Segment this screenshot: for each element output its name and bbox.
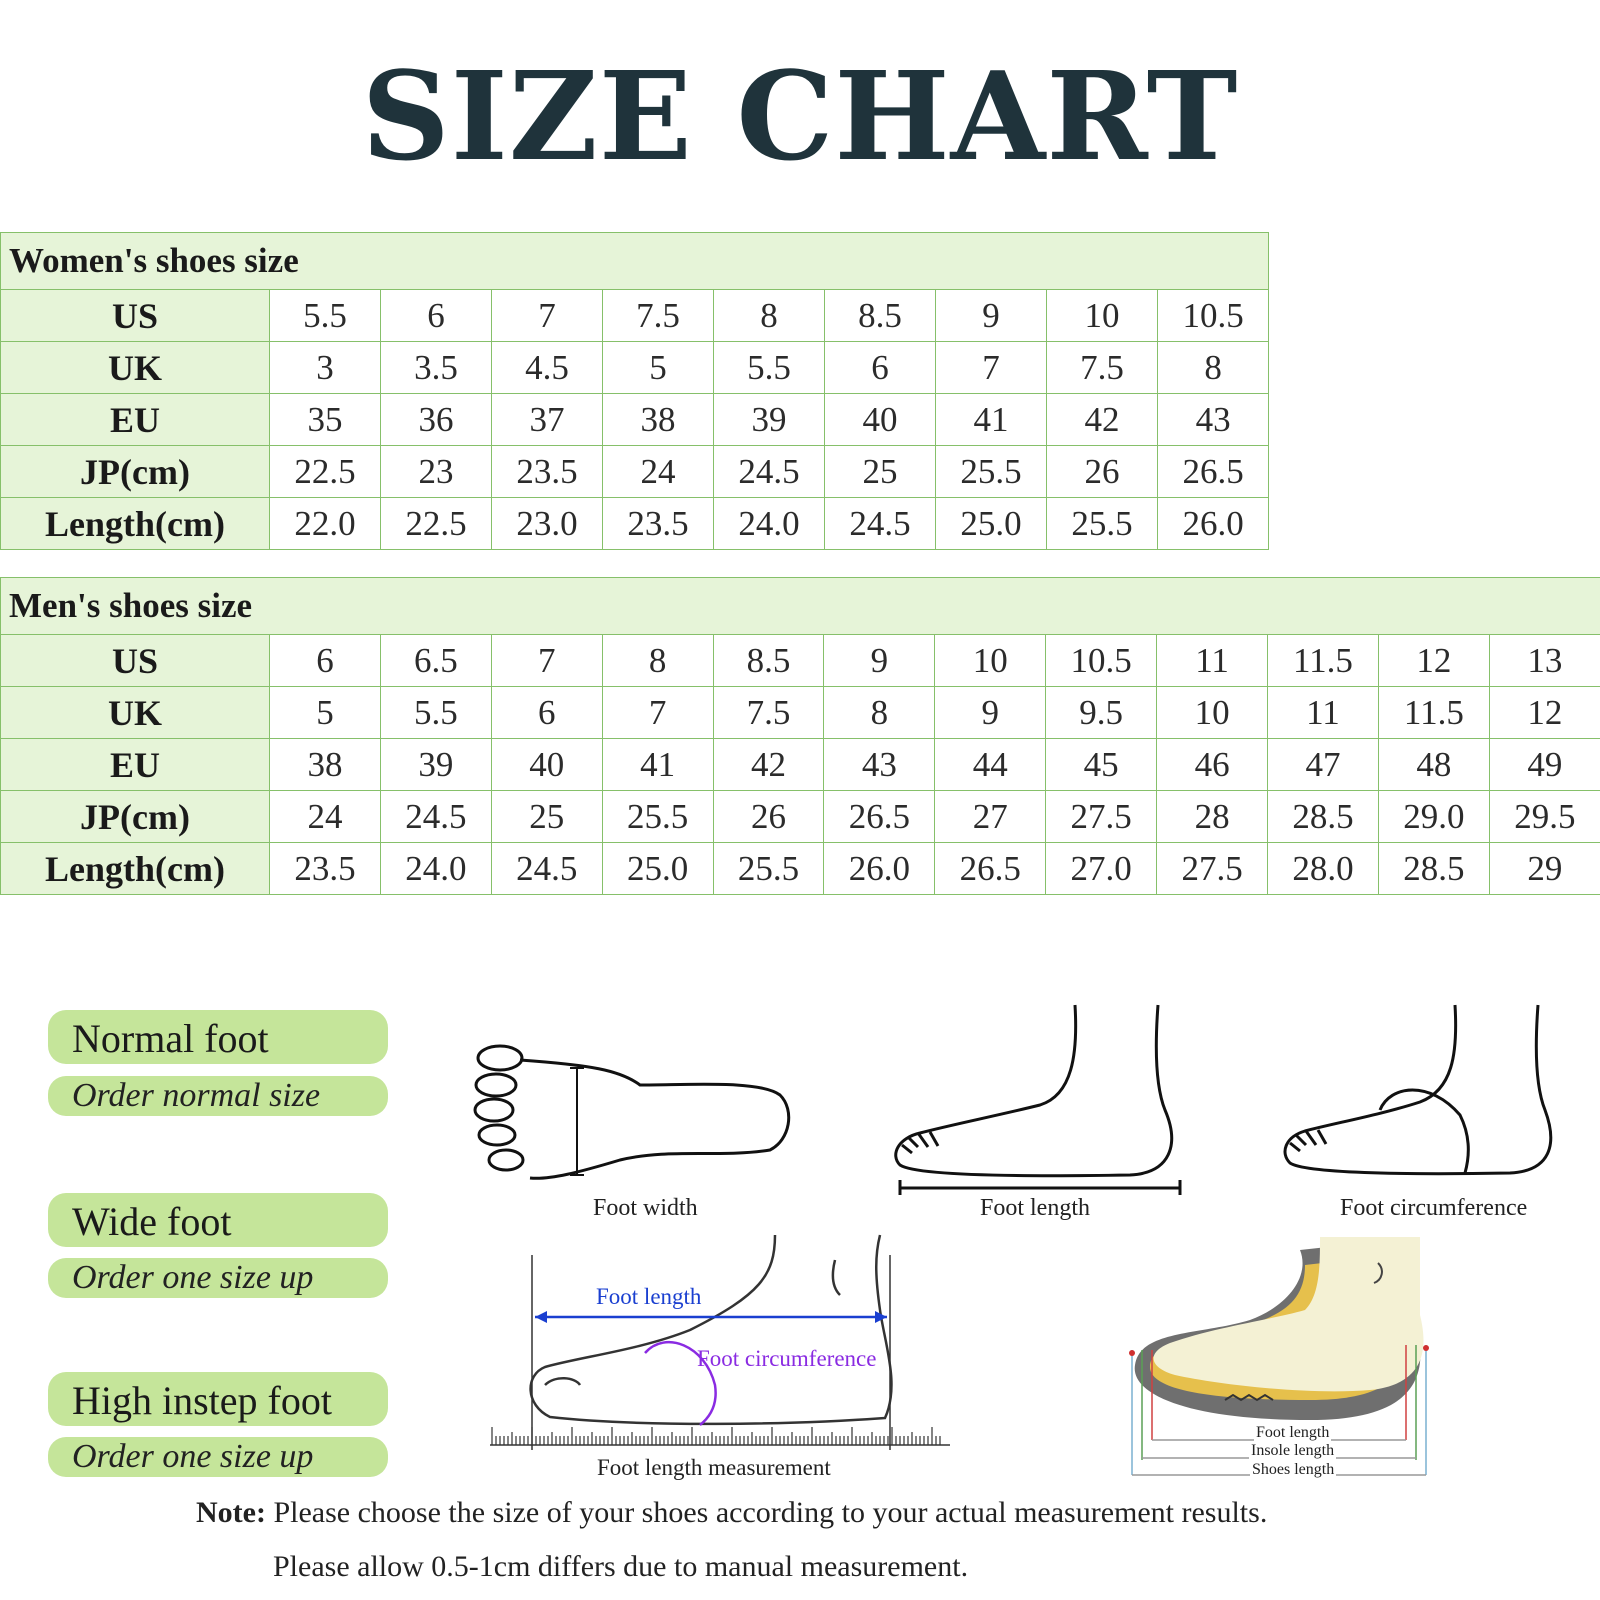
table-cell: 13 <box>1489 635 1600 687</box>
table-row <box>1 843 1600 895</box>
table-cell: 3.5 <box>381 342 492 394</box>
shoe-foot-length-label: Foot length <box>1256 1424 1330 1441</box>
table-cell: 8 <box>714 290 825 342</box>
table-cell: 10 <box>1157 687 1268 739</box>
measure-foot-length-label: Foot length <box>596 1284 702 1309</box>
foot-length-measurement-label: Foot length measurement <box>597 1455 831 1480</box>
table-cell: 11 <box>1268 687 1379 739</box>
table-cell: 5.5 <box>714 342 825 394</box>
page-title: SIZE CHART <box>361 44 1239 188</box>
foot-type-label: Normal foot <box>72 1016 269 1061</box>
table-cell: 11.5 <box>1378 687 1489 739</box>
table-cell: 40 <box>825 394 936 446</box>
table-cell: 9 <box>936 290 1047 342</box>
table-caption: Men's shoes size <box>1 578 1600 635</box>
table-row <box>1 290 1269 342</box>
foot-length-illustration <box>890 1005 1190 1195</box>
table-caption: Women's shoes size <box>1 233 1269 290</box>
table-cell: 11 <box>1157 635 1268 687</box>
table-cell: 22.5 <box>270 446 381 498</box>
table-cell: 27.5 <box>1046 791 1157 843</box>
table-cell: 26.5 <box>1158 446 1269 498</box>
table-cell: 7.5 <box>713 687 824 739</box>
table-cell: 22.5 <box>381 498 492 550</box>
foot-length-label: Foot length <box>980 1195 1091 1221</box>
table-cell: 22.0 <box>270 498 381 550</box>
table-cell: 23 <box>381 446 492 498</box>
table-cell: 23.5 <box>270 843 381 895</box>
table-cell: 23.5 <box>492 446 603 498</box>
table-cell: 27 <box>935 791 1046 843</box>
table-cell: 10.5 <box>1046 635 1157 687</box>
wide-foot-advice <box>48 1258 388 1298</box>
table-cell: 10.5 <box>1158 290 1269 342</box>
table-cell: 45 <box>1046 739 1157 791</box>
table-cell: 26.5 <box>824 791 935 843</box>
table-cell: 25.5 <box>1047 498 1158 550</box>
measure-foot-circumference-label: Foot circumference <box>697 1346 877 1371</box>
table-cell: 43 <box>824 739 935 791</box>
table-cell: 27.0 <box>1046 843 1157 895</box>
table-cell: 24.5 <box>491 843 602 895</box>
table-cell: 25.0 <box>602 843 713 895</box>
row-header: US <box>1 290 270 342</box>
table-caption-row <box>1 233 1269 290</box>
table-cell: 38 <box>270 739 381 791</box>
foot-width-illustration <box>470 1040 800 1190</box>
table-cell: 47 <box>1268 739 1379 791</box>
table-cell: 24.5 <box>714 446 825 498</box>
table-cell: 42 <box>1047 394 1158 446</box>
table-cell: 4.5 <box>492 342 603 394</box>
table-cell: 25.0 <box>936 498 1047 550</box>
table-cell: 42 <box>713 739 824 791</box>
table-row <box>1 394 1269 446</box>
table-cell: 7 <box>602 687 713 739</box>
women-size-table <box>0 232 1269 550</box>
table-cell: 5 <box>270 687 381 739</box>
table-cell: 46 <box>1157 739 1268 791</box>
table-cell: 28.0 <box>1268 843 1379 895</box>
table-cell: 23.5 <box>603 498 714 550</box>
table-cell: 6 <box>491 687 602 739</box>
table-cell: 44 <box>935 739 1046 791</box>
table-cell: 24.5 <box>825 498 936 550</box>
note-line-2 <box>273 1550 968 1584</box>
table-cell: 26.0 <box>824 843 935 895</box>
table-cell: 25 <box>825 446 936 498</box>
table-cell: 7.5 <box>1047 342 1158 394</box>
table-cell: 6.5 <box>380 635 491 687</box>
table-cell: 41 <box>936 394 1047 446</box>
table-cell: 5 <box>603 342 714 394</box>
note-text-1: Please choose the size of your shoes according to your actual measurement results. <box>273 1496 1268 1529</box>
row-header: US <box>1 635 270 687</box>
row-header: EU <box>1 739 270 791</box>
table-cell: 39 <box>714 394 825 446</box>
shoe-insole-length-label: Insole length <box>1251 1442 1335 1459</box>
row-header: UK <box>1 687 270 739</box>
foot-advice-label: Order one size up <box>72 1259 314 1296</box>
table-cell: 9.5 <box>1046 687 1157 739</box>
table-cell: 7 <box>936 342 1047 394</box>
table-cell: 43 <box>1158 394 1269 446</box>
foot-type-label: Wide foot <box>72 1199 232 1244</box>
table-cell: 6 <box>270 635 381 687</box>
table-caption-row <box>1 578 1600 635</box>
foot-measurement-illustration <box>490 1235 950 1455</box>
table-cell: 6 <box>381 290 492 342</box>
wide-foot-pill <box>48 1193 388 1247</box>
table-cell: 3 <box>270 342 381 394</box>
table-cell: 37 <box>492 394 603 446</box>
table-cell: 25.5 <box>936 446 1047 498</box>
table-cell: 28.5 <box>1378 843 1489 895</box>
table-cell: 26 <box>1047 446 1158 498</box>
table-cell: 24.0 <box>380 843 491 895</box>
table-cell: 29.0 <box>1378 791 1489 843</box>
table-cell: 5.5 <box>380 687 491 739</box>
men-size-table <box>0 577 1600 895</box>
table-cell: 25 <box>491 791 602 843</box>
table-cell: 12 <box>1489 687 1600 739</box>
table-cell: 26.0 <box>1158 498 1269 550</box>
table-cell: 8 <box>1158 342 1269 394</box>
table-cell: 40 <box>491 739 602 791</box>
table-cell: 24.5 <box>380 791 491 843</box>
table-row <box>1 791 1600 843</box>
table-cell: 29.5 <box>1489 791 1600 843</box>
table-cell: 24.0 <box>714 498 825 550</box>
row-header: EU <box>1 394 270 446</box>
table-cell: 35 <box>270 394 381 446</box>
table-row <box>1 687 1600 739</box>
normal-foot-pill <box>48 1010 388 1064</box>
table-cell: 25.5 <box>602 791 713 843</box>
table-cell: 11.5 <box>1268 635 1379 687</box>
table-cell: 8 <box>824 687 935 739</box>
table-cell: 27.5 <box>1157 843 1268 895</box>
table-cell: 39 <box>380 739 491 791</box>
table-cell: 7 <box>492 290 603 342</box>
table-cell: 28 <box>1157 791 1268 843</box>
table-row <box>1 446 1269 498</box>
table-row <box>1 739 1600 791</box>
normal-foot-advice <box>48 1076 388 1116</box>
note-line-1 <box>196 1496 1267 1530</box>
row-header: UK <box>1 342 270 394</box>
table-cell: 48 <box>1378 739 1489 791</box>
table-cell: 5.5 <box>270 290 381 342</box>
table-cell: 6 <box>825 342 936 394</box>
high-instep-advice <box>48 1437 388 1477</box>
row-header: Length(cm) <box>1 498 270 550</box>
foot-type-label: High instep foot <box>72 1378 332 1423</box>
table-row <box>1 498 1269 550</box>
foot-advice-label: Order normal size <box>72 1077 321 1114</box>
table-cell: 10 <box>1047 290 1158 342</box>
table-cell: 23.0 <box>492 498 603 550</box>
table-cell: 10 <box>935 635 1046 687</box>
table-cell: 7.5 <box>603 290 714 342</box>
foot-width-label: Foot width <box>593 1195 698 1221</box>
table-cell: 24 <box>603 446 714 498</box>
table-cell: 8 <box>602 635 713 687</box>
table-cell: 49 <box>1489 739 1600 791</box>
table-cell: 9 <box>824 635 935 687</box>
table-cell: 24 <box>270 791 381 843</box>
table-cell: 36 <box>381 394 492 446</box>
table-cell: 8.5 <box>825 290 936 342</box>
table-cell: 28.5 <box>1268 791 1379 843</box>
table-cell: 38 <box>603 394 714 446</box>
table-row <box>1 342 1269 394</box>
foot-circumference-illustration <box>1280 1005 1560 1185</box>
table-cell: 26.5 <box>935 843 1046 895</box>
table-row <box>1 635 1600 687</box>
table-cell: 41 <box>602 739 713 791</box>
table-cell: 26 <box>713 791 824 843</box>
high-instep-foot-pill <box>48 1372 388 1426</box>
table-cell: 29 <box>1489 843 1600 895</box>
table-cell: 25.5 <box>713 843 824 895</box>
foot-circumference-label: Foot circumference <box>1340 1195 1528 1221</box>
note-label: Note: <box>196 1496 266 1529</box>
row-header: Length(cm) <box>1 843 270 895</box>
row-header: JP(cm) <box>1 446 270 498</box>
foot-advice-label: Order one size up <box>72 1438 314 1475</box>
table-cell: 8.5 <box>713 635 824 687</box>
table-cell: 7 <box>491 635 602 687</box>
note-text-2: Please allow 0.5-1cm differs due to manual measurement. <box>273 1550 969 1583</box>
table-cell: 9 <box>935 687 1046 739</box>
table-cell: 12 <box>1378 635 1489 687</box>
shoe-shoes-length-label: Shoes length <box>1252 1461 1335 1478</box>
row-header: JP(cm) <box>1 791 270 843</box>
